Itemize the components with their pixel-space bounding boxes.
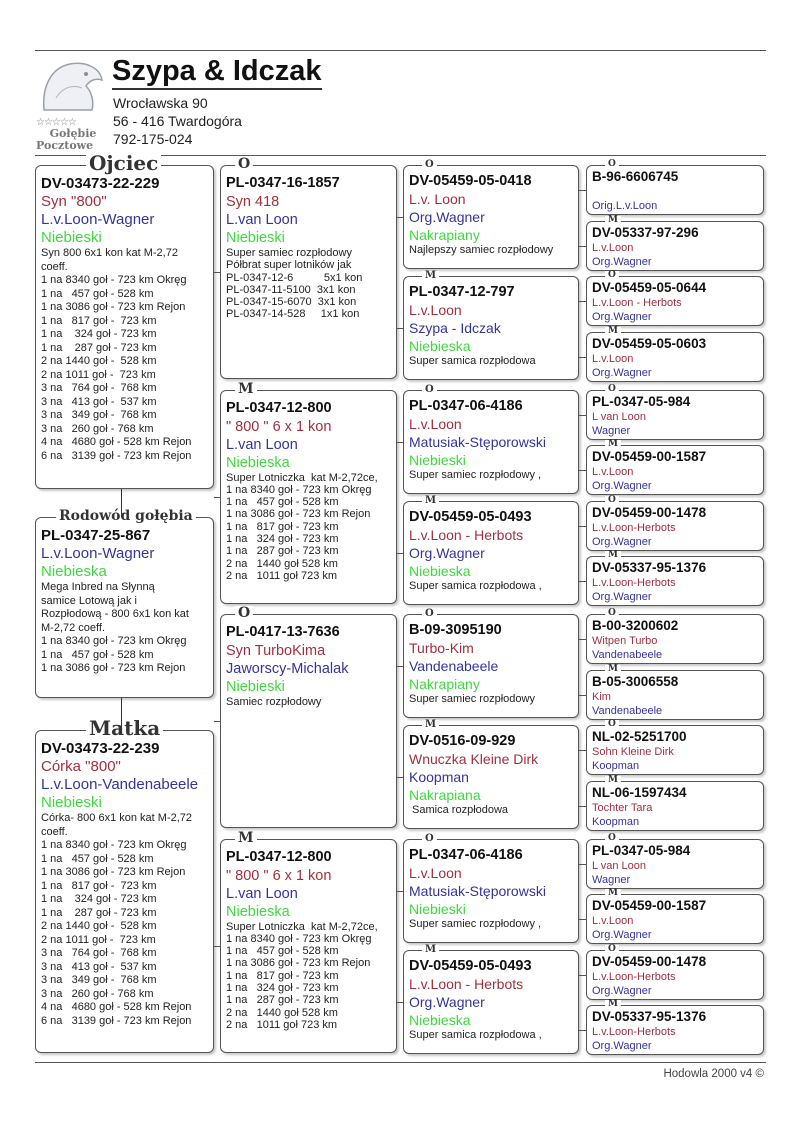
great-grandparent-box [403, 159, 579, 269]
ring-number: DV-05459-05-0418 [409, 173, 532, 189]
note-line: 1 na 457 goł - 528 km [226, 945, 339, 958]
connector [121, 698, 122, 730]
note-line: 1 na 287 goł - 723 km [41, 341, 157, 354]
gg-grandparent-box [586, 774, 764, 831]
box-label: M [422, 271, 439, 281]
great-grandparent-box [403, 608, 579, 718]
ring-number: DV-05337-97-296 [592, 224, 699, 240]
pigeon-head-icon [36, 58, 110, 112]
ring-number: DV-05459-05-0603 [592, 335, 707, 351]
connector [397, 891, 403, 892]
pigeon-name: Syn TurboKima [226, 643, 326, 659]
note-line: Syn 800 6x1 kon kat M-2,72 [41, 247, 178, 259]
pigeon-name: Kim [592, 690, 611, 703]
note-line: 3 na 413 goł - 537 km [41, 395, 157, 408]
ring-number: DV-05459-00-1587 [592, 449, 707, 464]
strain: Org.Wagner [592, 591, 652, 603]
box-label: O [235, 606, 253, 620]
pigeon-name: L.v.Loon-Herbots [592, 1026, 676, 1038]
ring-number: PL-0347-05-984 [592, 842, 691, 858]
great-grandparent-box [403, 832, 579, 943]
address-street: Wrocławska 90 [113, 95, 208, 111]
strain: Szypa - Idczak [409, 320, 501, 336]
connector [579, 357, 586, 358]
note-line: 1 na 457 goł - 528 km [41, 287, 154, 300]
box-label: O [605, 496, 619, 505]
ring-number: PL-0347-05-984 [592, 393, 691, 409]
box-label: M [605, 776, 621, 785]
connector [214, 946, 220, 947]
note-line: 1 na 287 goł - 723 km [41, 906, 157, 919]
pigeon-name: " 800 " 6 x 1 kon [226, 867, 332, 884]
ring-number: NL-06-1597434 [592, 784, 687, 800]
note-line: 3 na 413 goł - 537 km [41, 960, 157, 973]
connector [214, 721, 220, 722]
pigeon-name: Tochter Tara [592, 801, 653, 814]
box-label: O [605, 609, 619, 618]
plumage-color: Niebieski [409, 451, 466, 468]
plumage-color: Niebieska [409, 562, 471, 579]
pigeon-name: Córka "800" [41, 758, 121, 775]
strain: Wagner [592, 873, 631, 886]
gg-grandparent-box [586, 270, 764, 326]
ring-number: PL-0347-12-800 [226, 399, 332, 416]
note-line: 1 na 324 goł - 723 km [226, 532, 339, 545]
note-line: 3 na 349 goł - 768 km [41, 409, 157, 421]
strain: Wagner [592, 424, 631, 437]
connector [579, 581, 586, 582]
note-line: M-2,72 coeff. [41, 621, 105, 634]
note-line: 2 na 1011 goł - 723 km [41, 368, 156, 381]
pigeon-name: Sohn Kleine Dirk [592, 746, 674, 758]
connector [579, 301, 586, 302]
pigeon-name: L.v.Loon [409, 415, 462, 432]
great-grandparent-box [403, 719, 579, 829]
subject-box [35, 508, 214, 698]
ring-number: PL-0347-16-1857 [226, 175, 340, 191]
connector [121, 489, 122, 517]
note-line: 2 na 1011 goł - 723 km [41, 933, 156, 946]
strain: Org.Wagner [592, 984, 652, 997]
pigeon-name: L.v.Loon [592, 466, 634, 478]
gg-grandparent-box [586, 550, 764, 606]
strain: Jaworscy-Michalak [226, 661, 349, 677]
box-label: Matka [86, 718, 163, 738]
note-line: Super samica rozpłodowa , [409, 1028, 542, 1041]
bottom-rule [35, 1062, 766, 1063]
connector [579, 190, 586, 191]
note-line: 1 na 3086 goł - 723 km Rejon [41, 301, 186, 313]
note-line: 1 na 3086 goł - 723 km Rejon [226, 508, 371, 521]
pigeon-name: L.v. Loon [409, 191, 466, 207]
plumage-color: Nakrapiana [409, 787, 481, 803]
strain: Vandenabeele [409, 658, 499, 674]
strain: Org.Wagner [592, 929, 652, 941]
box-label: O [605, 945, 619, 954]
gg-grandparent-box [586, 663, 764, 720]
box-label: M [605, 440, 621, 449]
pigeon-name: L.v.Loon [592, 352, 634, 365]
connector [579, 864, 586, 865]
box-label: M [605, 551, 621, 560]
gg-grandparent-box [586, 439, 764, 495]
ring-number: DV-05337-95-1376 [592, 560, 707, 575]
note-line: 1 na 287 goł - 723 km [226, 545, 339, 558]
strain: Org.Wagner [592, 535, 652, 548]
pigeon-name: L.v.Loon [592, 241, 634, 254]
note-line: 3 na 260 goł - 768 km [41, 422, 154, 435]
grandparent-box [220, 380, 397, 604]
pigeon-name: Wnuczka Kleine Dirk [409, 751, 539, 767]
strain: L.van Loon [226, 212, 298, 228]
connector [579, 415, 586, 416]
note-line: Super samica rozpłodowa , [409, 579, 542, 592]
box-label: O [422, 834, 437, 844]
logo-text-2: Pocztowe [36, 139, 94, 152]
note-line: Samiec rozpłodowy [226, 696, 322, 708]
box-label: M [422, 496, 439, 506]
box-label: M [605, 665, 621, 674]
note-line: 2 na 1440 goł 528 km [226, 557, 338, 570]
ring-number: PL-0347-12-800 [226, 848, 332, 865]
pigeon-name: Witpen Turbo [592, 635, 658, 647]
mother-box [35, 716, 214, 1053]
note-line: Super samiec rozpłodowy , [409, 468, 542, 481]
grandparent-box [220, 156, 397, 379]
connector [397, 553, 403, 554]
connector [579, 639, 586, 640]
strain: Org.Wagner [592, 366, 652, 379]
note-line: Super samiec rozpłodowy , [409, 917, 542, 930]
note-line: Rozpłodową - 800 6x1 kon kat [41, 608, 189, 620]
note-line: 1 na 8340 goł - 723 km Okręg [226, 932, 372, 945]
ring-number: DV-05459-00-1587 [592, 898, 707, 913]
note-line: 1 na 8340 goł - 723 km Okręg [226, 483, 372, 496]
connector [397, 777, 403, 778]
ring-number: DV-05337-95-1376 [592, 1009, 707, 1024]
plumage-color: Niebieska [409, 1011, 471, 1028]
note-line: 2 na 1011 goł 723 km [226, 569, 338, 582]
note-line: coeff. [41, 260, 68, 273]
great-grandparent-box [403, 943, 579, 1054]
plumage-color: Nakrapiany [409, 227, 480, 243]
note-line: PL-0347-12-6 5x1 kon [226, 271, 363, 284]
logo-text-1: Gołębie [49, 127, 97, 140]
note-line: Najlepszy samiec rozpłodowy [409, 244, 554, 256]
connector [214, 272, 220, 273]
pigeon-name: L.v.Loon - Herbots [409, 975, 524, 992]
strain: L.v.Loon-Wagner [41, 211, 155, 228]
connector [579, 1030, 586, 1031]
connector [579, 526, 586, 527]
breeder-name: Szypa & Idczak [112, 54, 322, 90]
footer-credit: Hodowla 2000 v4 © [663, 1068, 764, 1080]
strain: L.v.Loon-Wagner [41, 545, 155, 562]
note-line: Super samica rozpłodowa [409, 355, 536, 367]
note-line: Samica rozpłodowa [409, 804, 509, 816]
pigeon-name: L.v.Loon [592, 915, 634, 927]
note-line: 1 na 3086 goł - 723 km Rejon [41, 866, 186, 878]
great-grandparent-box [403, 383, 579, 494]
connector [579, 806, 586, 807]
connector [397, 442, 403, 443]
box-label: M [605, 889, 621, 898]
strain: L.van Loon [226, 436, 298, 453]
note-line: Super samiec rozpłodowy [409, 693, 535, 705]
plumage-color: Niebieski [226, 679, 285, 695]
box-label: O [605, 385, 619, 394]
note-line: samice Lotową jak i [41, 594, 137, 607]
note-line: 4 na 4680 goł - 528 km Rejon [41, 1001, 192, 1013]
note-line: Półbrat super lotników jak [226, 259, 352, 272]
note-line: 3 na 349 goł - 768 km [41, 974, 157, 986]
strain: Org.Wagner [409, 544, 485, 561]
grandparent-box [220, 829, 397, 1053]
strain: Org.Wagner [409, 209, 485, 225]
box-label: O [422, 385, 437, 395]
plumage-color: Niebieski [409, 900, 466, 917]
pigeon-name: L.v.Loon [409, 864, 462, 881]
pigeon-name: L.v.Loon - Herbots [409, 526, 524, 543]
note-line: 1 na 8340 goł - 723 km Okręg [41, 839, 187, 851]
note-line: 1 na 457 goł - 528 km [41, 852, 154, 865]
box-label: M [235, 382, 257, 396]
gg-grandparent-box [586, 325, 764, 382]
strain: Org.Wagner [592, 255, 652, 268]
strain: Koopman [409, 769, 469, 785]
strain: Vandenabeele [592, 649, 663, 661]
note-line: 2 na 1440 goł - 528 km [41, 920, 157, 932]
note-line: 1 na 8340 goł - 723 km Okręg [41, 274, 187, 286]
pigeon-name: L.v.Loon [409, 302, 462, 318]
address-city: 56 - 416 Twardogóra [113, 113, 242, 129]
plumage-color: Nakrapiany [409, 676, 480, 692]
gg-grandparent-box [586, 608, 764, 664]
ring-number: B-00-3200602 [592, 618, 679, 633]
ring-number: NL-02-5251700 [592, 729, 687, 744]
note-line: 6 na 3139 goł - 723 km Rejon [41, 449, 192, 462]
plumage-color: Niebieski [41, 794, 102, 811]
box-label: Ojciec [86, 153, 161, 173]
connector [397, 1002, 403, 1003]
pigeon-name: " 800 " 6 x 1 kon [226, 418, 332, 435]
note-line: Córka- 800 6x1 kon kat M-2,72 [41, 812, 193, 824]
strain: Vandenabeele [592, 704, 663, 717]
gg-grandparent-box [586, 943, 764, 1000]
strain: Org.Wagner [592, 1040, 652, 1052]
ring-number: PL-0347-06-4186 [409, 397, 523, 414]
strain: Orig.L.v.Loon [592, 200, 658, 212]
gg-grandparent-box [586, 159, 764, 215]
ring-number: PL-0347-25-867 [41, 527, 151, 544]
ring-number: PL-0417-13-7636 [226, 624, 340, 640]
note-line: PL-0347-14-528 1x1 kon [226, 308, 360, 321]
strain: L.van Loon [226, 885, 298, 902]
pigeon-name: L.v.Loon-Herbots [592, 521, 676, 534]
box-label: Rodowód gołębia [56, 509, 196, 523]
ring-number: PL-0347-12-797 [409, 284, 515, 300]
gg-grandparent-box [586, 888, 764, 944]
ring-number: DV-03473-22-239 [41, 740, 160, 757]
box-label: O [235, 157, 253, 171]
connector [579, 975, 586, 976]
note-line: 1 na 324 goł - 723 km [41, 893, 157, 905]
gg-grandparent-box [586, 214, 764, 271]
box-label: O [422, 609, 437, 619]
plumage-color: Niebieski [41, 229, 102, 246]
ring-number: DV-05459-00-1478 [592, 504, 707, 520]
note-line: 3 na 764 goł - 768 km [41, 382, 157, 394]
strain: Org.Wagner [592, 480, 652, 492]
strain: Koopman [592, 760, 640, 772]
ring-number: DV-05459-05-0493 [409, 957, 532, 974]
strain: Matusiak-Stęporowski [409, 882, 546, 899]
plumage-color: Niebieska [409, 338, 471, 354]
box-label: M [235, 831, 257, 845]
connector [214, 497, 220, 498]
note-line: PL-0347-11-5100 3x1 kon [226, 283, 356, 296]
note-line: 1 na 324 goł - 723 km [226, 981, 339, 994]
father-box [35, 151, 214, 489]
strain: L.v.Loon-Vandenabeele [41, 776, 199, 793]
note-line: 3 na 260 goł - 768 km [41, 987, 154, 1000]
plumage-color: Niebieska [226, 903, 290, 920]
note-line: 1 na 817 goł - 723 km [41, 314, 157, 327]
ring-number: B-09-3095190 [409, 622, 502, 638]
ring-number: B-96-6606745 [592, 169, 679, 184]
great-grandparent-box [403, 494, 579, 605]
top-rule [35, 50, 766, 51]
note-line: Super Lotniczka kat M-2,72ce, [226, 471, 378, 484]
note-line: 6 na 3139 goł - 723 km Rejon [41, 1014, 192, 1027]
gg-grandparent-box [586, 832, 764, 889]
pigeon-name: Syn 418 [226, 194, 280, 210]
box-label: M [422, 945, 439, 955]
box-label: M [605, 216, 621, 225]
note-line: Mega Inbred na Słynną [41, 581, 155, 593]
gg-grandparent-box [586, 383, 764, 440]
note-line: Super Lotniczka kat M-2,72ce, [226, 920, 378, 933]
strain: Koopman [592, 815, 640, 828]
pigeon-name: L.v.Loon-Herbots [592, 577, 676, 589]
plumage-color: Niebieski [226, 230, 285, 246]
plumage-color: Niebieska [226, 454, 290, 471]
connector [397, 217, 403, 218]
note-line: 2 na 1440 goł 528 km [226, 1006, 338, 1019]
pigeon-name: Turbo-Kim [409, 640, 474, 656]
pigeon-name: L.v.Loon-Herbots [592, 970, 676, 983]
connector [579, 470, 586, 471]
note-line: 1 na 8340 goł - 723 km Okręg [41, 635, 187, 647]
connector [579, 750, 586, 751]
gg-grandparent-box [586, 999, 764, 1055]
note-line: 2 na 1011 goł 723 km [226, 1018, 338, 1031]
connector [397, 328, 403, 329]
gg-grandparent-box [586, 494, 764, 551]
ring-number: B-05-3006558 [592, 673, 679, 689]
box-label: M [422, 720, 439, 730]
note-line: 1 na 3086 goł - 723 km Rejon [226, 957, 371, 970]
ring-number: DV-05459-05-0493 [409, 508, 532, 525]
pigeon-name: L van Loon [592, 410, 647, 423]
note-line: 3 na 764 goł - 768 km [41, 947, 157, 959]
box-label: M [605, 327, 621, 336]
box-label: O [605, 834, 619, 843]
strain: Org.Wagner [592, 311, 652, 323]
box-label: O [605, 160, 619, 169]
plumage-color: Niebieska [41, 563, 107, 580]
note-line: 1 na 3086 goł - 723 km Rejon [41, 662, 186, 674]
phone-number: 792-175-024 [113, 131, 193, 147]
note-line: 1 na 817 goł - 723 km [226, 520, 339, 533]
strain: Matusiak-Stęporowski [409, 433, 546, 450]
grandparent-box [220, 605, 397, 828]
pigeon-name: L.v.Loon - Herbots [592, 297, 682, 309]
ring-number: DV-0516-09-929 [409, 733, 516, 749]
connector [579, 695, 586, 696]
note-line: 1 na 457 goł - 528 km [41, 648, 154, 661]
box-label: M [605, 1000, 621, 1009]
note-line: 1 na 324 goł - 723 km [41, 328, 157, 340]
note-line: 1 na 457 goł - 528 km [226, 496, 339, 509]
connector [579, 919, 586, 920]
note-line: 4 na 4680 goł - 528 km Rejon [41, 436, 192, 448]
ring-number: DV-05459-05-0644 [592, 280, 707, 295]
connector [579, 246, 586, 247]
pigeon-name: L van Loon [592, 859, 647, 872]
box-label: O [422, 160, 437, 170]
pigeon-name [592, 185, 758, 199]
box-label: O [605, 271, 619, 280]
strain: Org.Wagner [409, 993, 485, 1010]
pigeon-logo [36, 58, 110, 150]
ring-number: PL-0347-06-4186 [409, 846, 523, 863]
great-grandparent-box [403, 270, 579, 380]
ring-number: DV-05459-00-1478 [592, 953, 707, 969]
note-line: coeff. [41, 825, 68, 838]
logo-stars: ☆☆☆☆☆ [36, 117, 76, 128]
note-line: 1 na 817 goł - 723 km [41, 879, 157, 892]
note-line: PL-0347-15-6070 3x1 kon [226, 296, 357, 309]
note-line: Super samiec rozpłodowy [226, 247, 352, 259]
box-label: O [605, 720, 619, 729]
note-line: 1 na 287 goł - 723 km [226, 994, 339, 1007]
pigeon-name: Syn "800" [41, 193, 107, 210]
gg-grandparent-box [586, 719, 764, 775]
ring-number: DV-03473-22-229 [41, 175, 160, 192]
connector [397, 666, 403, 667]
note-line: 1 na 817 goł - 723 km [226, 969, 339, 982]
note-line: 2 na 1440 goł - 528 km [41, 355, 157, 367]
